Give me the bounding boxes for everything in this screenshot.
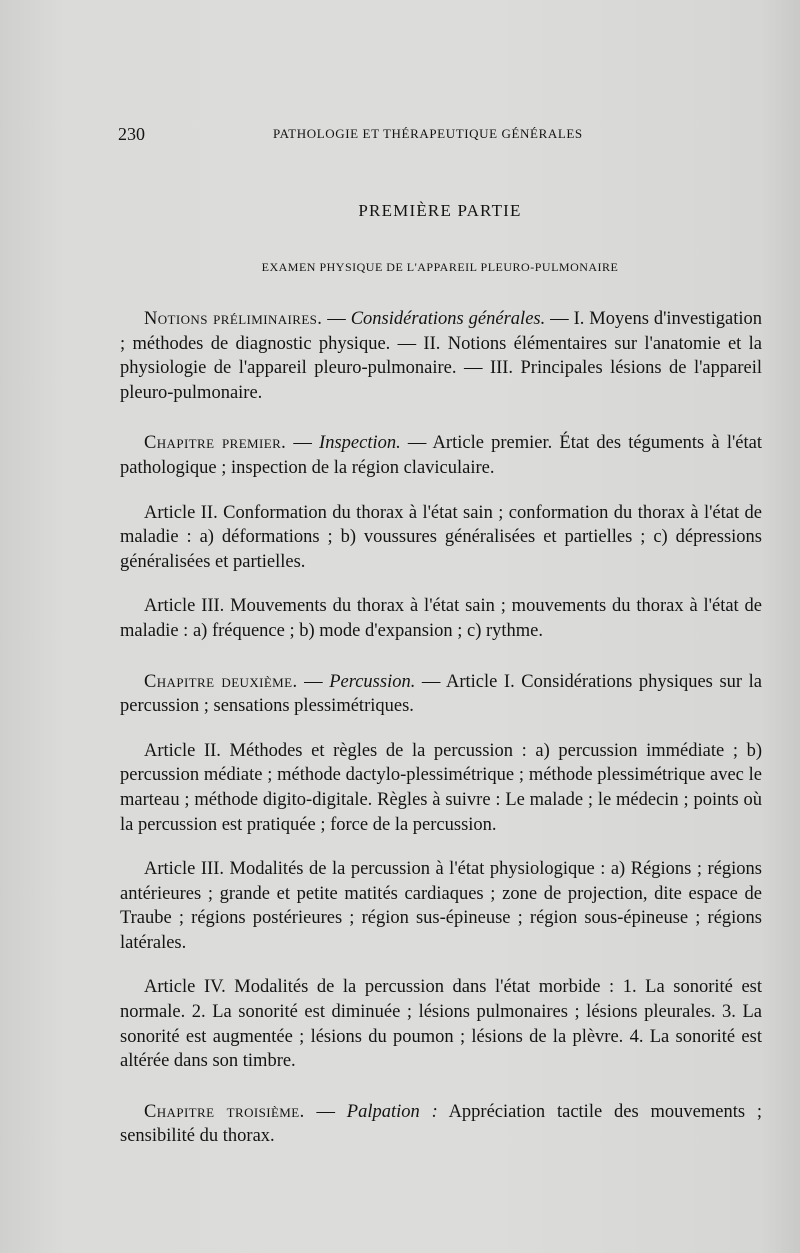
chapitre2-heading: Chapitre deuxième. bbox=[144, 671, 298, 692]
chapitre2-paragraph bbox=[120, 670, 762, 719]
notions-heading: Notions préliminaires. bbox=[144, 309, 323, 329]
chapitre3-italic-title: Palpation : bbox=[346, 1101, 438, 1122]
chapitre3-dash: — bbox=[304, 1101, 347, 1122]
notions-paragraph bbox=[120, 307, 762, 405]
chapitre1-paragraph bbox=[120, 431, 762, 480]
chapitre1-text: — Article premier. État des téguments à l'état pathologique ; inspection de la région claviculaire. bbox=[120, 433, 762, 478]
notions-dash: — bbox=[322, 309, 351, 329]
chapitre2-italic-title: Percussion. bbox=[329, 671, 416, 692]
chapitre1-italic-title: Inspection. bbox=[319, 433, 401, 454]
chapitre2-dash: — bbox=[297, 671, 330, 692]
chapitre1-heading: Chapitre premier. bbox=[144, 433, 287, 454]
chapitre3-paragraph bbox=[120, 1100, 762, 1149]
chapitre2-article2: Article II. Méthodes et règles de la percussion : a) percussion immédiate ; b) percussion médiate ; méthode dactylo-plessimétrique ; méthode plessimétrique avec le marteau ; méthode digito-digitale. Règles à suivre : Le malade ; le médecin ; points où la percussion est pratiquée ; force de la percussion. bbox=[120, 740, 762, 835]
notions-text: — I. Moyens d'investigation ; méthodes de diagnostic physique. — II. Notions élémentaires sur l'anatomie et la physiologie de l'appareil pleuro-pulmonaire. — III. Principales lésions de l'appareil pleuro-pulmonaire. bbox=[120, 309, 762, 403]
chapitre2-article4: Article IV. Modalités de la percussion dans l'état morbide : 1. La sonorité est normale. 2. La sonorité est diminuée ; lésions pulmonaires ; lésions pleurales. 3. La sonorité est augmentée ; lésions du poumon ; lésions de la plèvre. 4. La sonorité est altérée dans son timbre. bbox=[120, 977, 762, 1072]
chapitre1-article2: Article II. Conformation du thorax à l'état sain ; conformation du thorax à l'état de maladie : a) déformations ; b) voussures généralisées et partielles ; c) dépressions généralisées et partielles. bbox=[120, 502, 762, 572]
notions-italic-title: Considérations générales. bbox=[350, 309, 546, 329]
chapitre1-dash: — bbox=[286, 433, 320, 454]
chapitre3-text: Appréciation tactile des mouvements ; sensibilité du thorax. bbox=[120, 1101, 763, 1147]
chapitre3-heading: Chapitre troisième. bbox=[144, 1101, 305, 1122]
part-title: PREMIÈRE PARTIE bbox=[358, 201, 522, 220]
running-title: PATHOLOGIE ET THÉRAPEUTIQUE GÉNÉRALES bbox=[273, 126, 583, 141]
chapitre1-article3: Article III. Mouvements du thorax à l'état sain ; mouvements du thorax à l'état de maladie : a) fréquence ; b) mode d'expansion ; c) rythme. bbox=[120, 596, 762, 641]
part-subtitle: EXAMEN PHYSIQUE DE L'APPAREIL PLEURO-PULMONAIRE bbox=[261, 260, 619, 274]
chapitre2-text: — Article I. Considérations physiques sur la percussion ; sensations plessimétriques. bbox=[120, 671, 762, 717]
chapitre2-article3: Article III. Modalités de la percussion à l'état physiologique : a) Régions ; régions antérieures ; grande et petite matités cardiaques ; zone de projection, dite espace de Traube ; régions postérieures ; région sus-épineuse ; région sous-épineuse ; régions latérales. bbox=[120, 859, 762, 953]
page-number: 230 bbox=[118, 124, 145, 144]
table-of-contents-body bbox=[120, 307, 762, 1149]
